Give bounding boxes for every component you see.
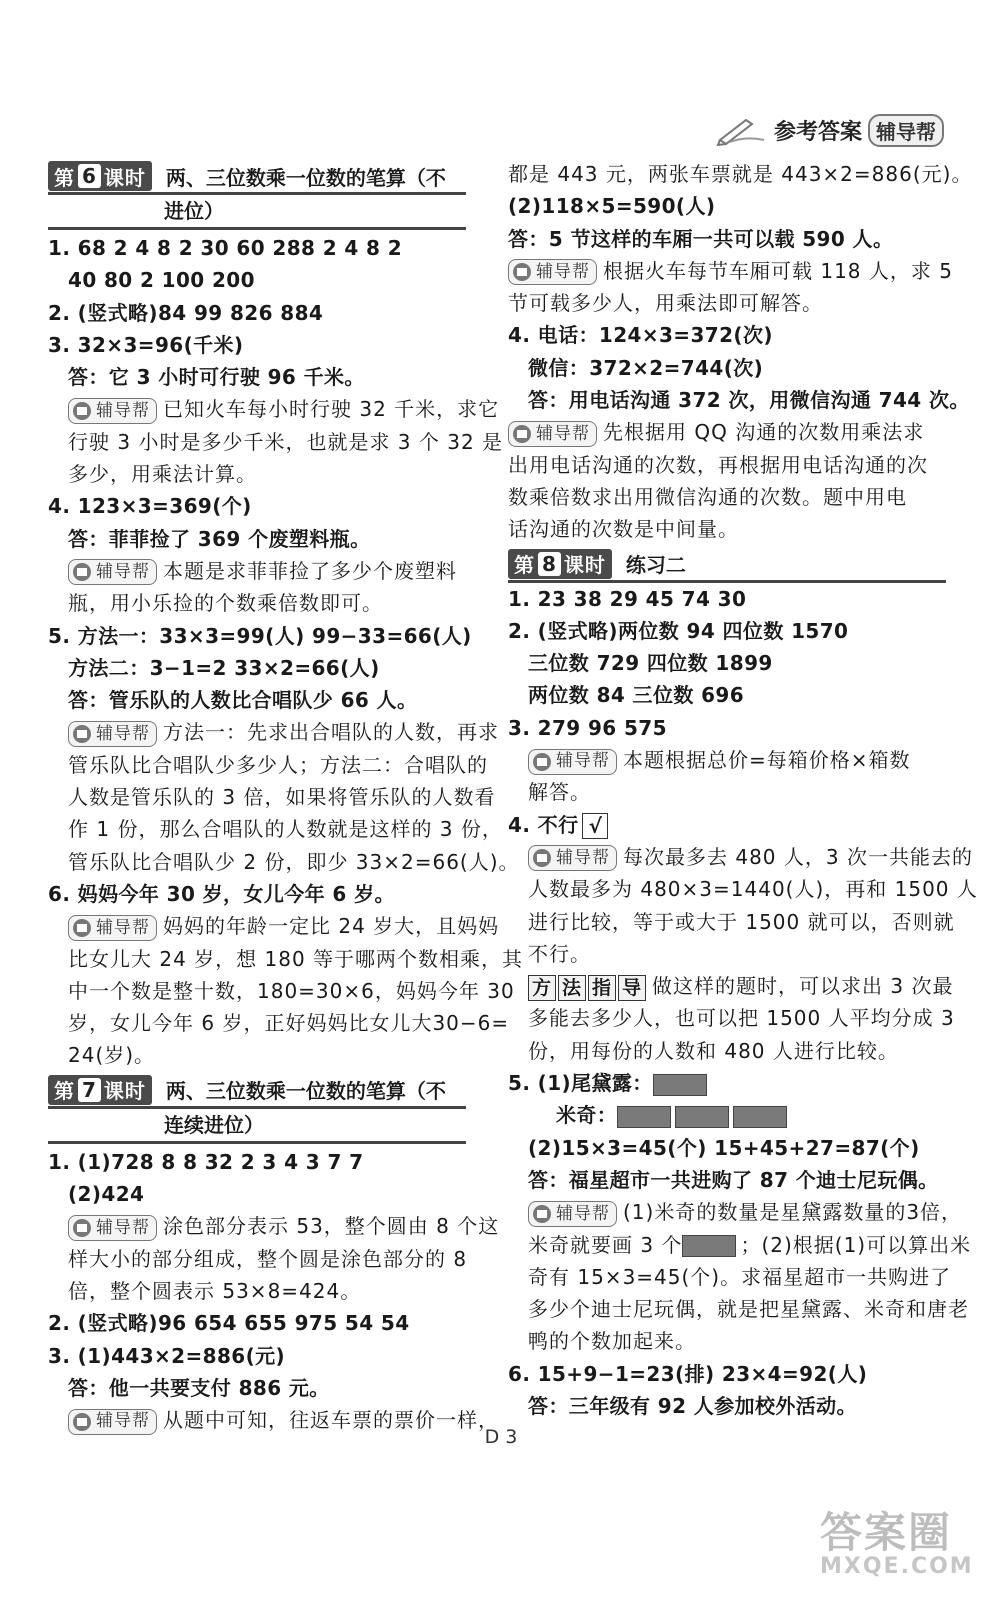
helper-icon (72, 1218, 92, 1238)
method-guide-label: 方 法 指 导 (528, 975, 646, 1001)
answer-line: 2. (竖式略)84 99 826 884 (48, 300, 324, 325)
hint-line: 瓶，用小乐捡的个数乘倍数即可。 (68, 591, 383, 616)
hint-line: 多少，用乘法计算。 (68, 462, 257, 487)
brand-badge: 辅导帮 (868, 114, 944, 147)
answer-line: 2. (竖式略)两位数 94 四位数 1570 (508, 618, 849, 643)
answer-line: 答：三年级有 92 人参加校外活动。 (528, 1393, 857, 1418)
right-column (508, 158, 978, 1422)
answer-line: 3. (1)443×2=886(元) (48, 1343, 286, 1368)
hint-line: 行驶 3 小时是多少千米，也就是求 3 个 32 是 (68, 429, 504, 454)
hint-tag: 辅导帮 (68, 915, 157, 941)
hint-line: 辅导帮 (1)米奇的数量是星黛露数量的3倍， (508, 1196, 946, 1228)
hint-line: 24(岁)。 (68, 1043, 156, 1068)
helper-icon (532, 1204, 552, 1224)
hint-line: 人数是管乐队的 3 倍，如果将管乐队的人数看 (68, 785, 496, 810)
answer-line: (2)118×5=590(人) (508, 194, 716, 219)
hint-line: 多能去多少人，也可以把 1500 人平均分成 3 (528, 1006, 955, 1031)
watermark (820, 1500, 976, 1586)
hint-line: 中一个数是整十数，180=30×6，妈妈今年 30 (68, 978, 515, 1003)
lesson-title: 两、三位数乘一位数的笔算（不 (165, 1079, 446, 1104)
hint-line: 辅导帮 根据火车每节车厢可载 118 人，求 5 (508, 255, 946, 287)
hint-line: 出用电话沟通的次数，再根据用电话沟通的次 (508, 452, 928, 477)
answer-line: 两位数 84 三位数 696 (528, 683, 745, 708)
lesson-title: 练习二 (625, 553, 686, 578)
answer-line: 3. 32×3=96(千米) (48, 332, 244, 357)
hint-line: 辅导帮 涂色部分表示 53，整个圆由 8 个这 (48, 1210, 466, 1242)
hint-line: 奇有 15×3=45(个)。求福星超市一共购进了 (528, 1264, 952, 1289)
bar-unit (675, 1106, 729, 1128)
checkmark-box: √ (582, 813, 608, 839)
hint-line: 辅导帮 已知火车每小时行驶 32 千米，求它 (48, 393, 466, 425)
hint-line: 人数最多为 480×3=1440(人)，再和 1500 人 (528, 877, 978, 902)
hint-line: 岁，女儿今年 6 岁，正好妈妈比女儿大30−6= (68, 1011, 510, 1036)
hint-line: 米奇就要画 3 个 ；(2)根据(1)可以算出米 (528, 1232, 972, 1257)
hint-line: 多少个迪士尼玩偶，就是把星黛露、米奇和唐老 (528, 1297, 969, 1322)
page-header (716, 112, 944, 148)
hint-line: 辅导帮 每次最多去 480 人，3 次一共能去的 (508, 841, 946, 873)
answer-line: 40 80 2 100 200 (68, 268, 255, 293)
hint-line: 数乘倍数求出用微信沟通的次数。题中用电 (508, 484, 907, 509)
hint-tag: 辅导帮 (528, 845, 617, 871)
hint-line: 作 1 份，那么合唱队的人数就是这样的 3 份， (68, 817, 503, 842)
answer-line: 5. (1)尾黛露： (508, 1067, 946, 1099)
answer-line: 答：它 3 小时可行驶 96 千米。 (68, 365, 365, 390)
lesson-tag: 第 7 课时 (48, 1075, 152, 1105)
hint-tag: 辅导帮 (508, 421, 597, 447)
lesson-number: 6 (78, 164, 101, 188)
left-column (48, 158, 524, 1436)
hint-tag: 辅导帮 (508, 259, 597, 285)
bar-unit (733, 1106, 787, 1128)
hint-line: 辅导帮 妈妈的年龄一定比 24 岁大，且妈妈 (48, 910, 466, 942)
answer-line: 答：用电话沟通 372 次，用微信沟通 744 次。 (528, 388, 970, 413)
hint-line: 辅导帮 从题中可知，往返车票的票价一样， (48, 1404, 466, 1436)
hint-tag: 辅导帮 (68, 398, 157, 424)
hint-line: 辅导帮 本题根据总价=每箱价格×箱数 (508, 744, 946, 776)
lesson-7-heading (48, 1074, 466, 1109)
helper-icon (72, 401, 92, 421)
hint-line: 份，用每份的人数和 480 人进行比较。 (528, 1038, 899, 1063)
hint-line: 话沟通的次数是中间量。 (508, 517, 739, 542)
hint-line: 倍，整个圆表示 53×8=424。 (68, 1278, 362, 1303)
hint-line: 解答。 (528, 780, 591, 805)
hint-line: 管乐队比合唱队少 2 份，即少 33×2=66(人)。 (68, 849, 520, 874)
lesson-8-heading (508, 548, 946, 583)
pen-icon (716, 114, 768, 146)
hint-line: 辅导帮 先根据用 QQ 沟通的次数用乘法求 (508, 416, 946, 448)
lesson-number: 7 (78, 1078, 101, 1102)
helper-icon (72, 918, 92, 938)
bar-unit (617, 1106, 671, 1128)
hint-line: 节可载多少人，用乘法即可解答。 (508, 291, 823, 316)
hint-tag: 辅导帮 (68, 1215, 157, 1241)
answer-line: 4. 123×3=369(个) (48, 494, 252, 519)
helper-icon (72, 1412, 92, 1432)
answer-line: 答：他一共要支付 886 元。 (68, 1375, 330, 1400)
lesson-tag: 第 6 课时 (48, 161, 152, 191)
answer-line: 答：管乐队的人数比合唱队少 66 人。 (68, 688, 418, 713)
answer-line: 2. (竖式略)96 654 655 975 54 54 (48, 1311, 410, 1336)
bar-unit (653, 1074, 707, 1096)
hint-line: 辅导帮 方法一：先求出合唱队的人数，再求 (48, 716, 466, 748)
lesson-title: 两、三位数乘一位数的笔算（不 (165, 165, 446, 190)
hint-tag: 辅导帮 (528, 749, 617, 775)
lesson-6-heading (48, 160, 466, 195)
helper-icon (72, 724, 92, 744)
hint-line: 都是 443 元，两张车票就是 443×2=886(元)。 (508, 162, 973, 186)
lesson-number: 8 (538, 552, 561, 576)
hint-line: 不行。 (528, 941, 591, 966)
page-number: D 3 (484, 1426, 518, 1448)
helper-icon (72, 562, 92, 582)
answer-line: 6. 妈妈今年 30 岁，女儿今年 6 岁。 (48, 881, 395, 906)
answer-line: 答：菲菲捡了 369 个废塑料瓶。 (68, 526, 371, 551)
hint-line: 鸭的个数加起来。 (528, 1329, 696, 1354)
hint-line: 辅导帮 本题是求菲菲捡了多少个废塑料 (48, 555, 466, 587)
answer-line: 5. 方法一：33×3=99(人) 99−33=66(人) (48, 623, 472, 648)
hint-line: 管乐队比合唱队少多少人；方法二：合唱队的 (68, 752, 488, 777)
hint-line: 比女儿大 24 岁，想 180 等于哪两个数相乘，其 (68, 946, 524, 971)
helper-icon (512, 424, 532, 444)
answer-title: 参考答案 (773, 119, 862, 145)
bar-unit (682, 1235, 736, 1257)
answer-line: 三位数 729 四位数 1899 (528, 651, 773, 676)
lesson-title-cont: 连续进位） (48, 1109, 466, 1144)
answer-line: 6. 15+9−1=23(排) 23×4=92(人) (508, 1361, 868, 1386)
hint-tag: 辅导帮 (68, 721, 157, 747)
watermark-bottom: MXQE.COM (820, 1554, 974, 1579)
answer-line: 答：福星超市一共进购了 87 个迪士尼玩偶。 (528, 1167, 939, 1192)
answer-line: 米奇： (508, 1099, 946, 1131)
hint-line: 样大小的部分组成，整个圆是涂色部分的 8 (68, 1246, 468, 1271)
method-guide-line: 方 法 指 导 做这样的题时，可以求出 3 次最 (508, 970, 946, 1002)
answer-line: 4. 电话：124×3=372(次) (508, 323, 773, 348)
hint-tag: 辅导帮 (68, 1409, 157, 1435)
answer-line: (2)15×3=45(个) 15+45+27=87(个) (528, 1135, 920, 1160)
hint-tag: 辅导帮 (528, 1201, 617, 1227)
answer-line: (2)424 (68, 1182, 145, 1207)
hint-tag: 辅导帮 (68, 559, 157, 585)
answer-line: 1. 68 2 4 8 2 30 60 288 2 4 8 2 (48, 236, 403, 260)
answer-line: 答：5 节这样的车厢一共可以载 590 人。 (508, 226, 894, 251)
helper-icon (512, 262, 532, 282)
answer-line: 4. 不行 √ (508, 809, 946, 841)
hint-line: 进行比较，等于或大于 1500 就可以，否则就 (528, 909, 955, 934)
watermark-top: 答案圈 (820, 1508, 953, 1557)
answer-line: 1. 23 38 29 45 74 30 (508, 586, 747, 611)
answer-line: 方法二：3−1=2 33×2=66(人) (68, 655, 380, 680)
helper-icon (532, 848, 552, 868)
answer-line: 微信：372×2=744(次) (528, 355, 764, 380)
answer-line: 1. (1)728 8 8 32 2 3 4 3 7 7 (48, 1149, 364, 1174)
helper-icon (532, 752, 552, 772)
answer-line: 3. 279 96 575 (508, 715, 667, 740)
lesson-tag: 第 8 课时 (508, 549, 612, 579)
lesson-title-cont: 进位） (48, 195, 466, 230)
